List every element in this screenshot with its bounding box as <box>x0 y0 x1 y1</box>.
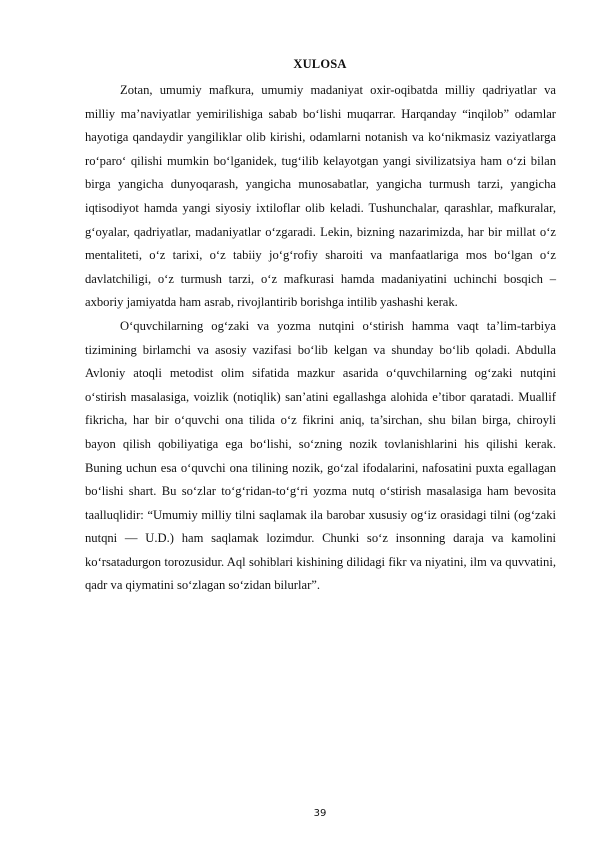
section-heading: XULOSA <box>293 57 347 71</box>
paragraph: O‘quvchilarning og‘zaki va yozma nutqini o‘stirish hamma vaqt ta’lim-tarbiya tizimining birlamchi va asosiy vazifasi bo‘lib kelgan va shunday bo‘lib qoladi. Abdulla Avloniy atoqli metodist olim sifatida mazkur asarida o‘quvchilarning og‘zaki nutqini o‘stirish masalasiga, voizlik (notiqlik) san’atini egallashga alohida e’tibor qaratadi. Muallif fikricha, har bir o‘quvchi ona tilida o‘z fikrini aniq, ta’sirchan, shu bilan birga, chiroyli bayon qilish qobiliyatiga ega bo‘lishi, so‘zning nozik tovlanishlarini his qilishi kerak. Buning uchun esa o‘quvchi ona tilining nozik, go‘zal ifodalarini, nafosatini puxta egallagan bo‘lishi shart. Bu so‘zlar to‘g‘ridan-to‘g‘ri yozma nutq o‘stirish masalasiga ham bevosita taalluqlidir: “Umumiy milliy tilni saqlamak ila barobar xususiy og‘iz orasidagi tilni (og‘zaki nutqni — U.D.) ham saqlamak lozimdur. Chunki so‘z insonning daraja va kamolini ko‘rsatadurgon torozusidur. Aql sohiblari kishining dilidagi fikr va niyatini, ilm va quvvatini, qadr va qiymatini so‘zlagan so‘zidan bilurlar”. <box>85 318 556 593</box>
body-text <box>85 79 556 598</box>
page-number: 39 <box>313 808 327 819</box>
paragraph: Zotan, umumiy mafkura, umumiy madaniyat oxir-oqibatda milliy qadriyatlar va milliy maʼnaviyatlar yemirilishiga sabab boʻlishi muqarrar. Harqanday “inqilob” odamlar hayotiga qandaydir yangiliklar olib kirishi, odamlarni notanish va koʻnikmasiz vaziyatlarga roʻparoʻ qilishi mumkin boʻlganidek, tugʻilib kelayotgan yangi sivilizatsiya ham oʻzi bilan birga yangicha dunyoqarash, yangicha munosabatlar, yangicha turmush tarzi, yangicha iqtisodiyot hamda yangi siyosiy ixtiloflar olib keladi. Tushunchalar, qarashlar, mafkuralar, gʻoyalar, qadriyatlar, madaniyatlar oʻzgaradi. Lekin, bizning nazarimizda, har bir millat oʻz mentaliteti, oʻz tarixi, oʻz tabiiy joʻgʻrofiy sharoiti va manfaatlariga mos boʻlgan oʻz davlatchiligi, oʻz turmush tarzi, oʻz mafkurasi hamda madaniyatini uchinchi bosqich – axboriy jamiyatda ham asrab, rivojlantirib borishga intilib yashashi kerak. <box>85 83 556 310</box>
